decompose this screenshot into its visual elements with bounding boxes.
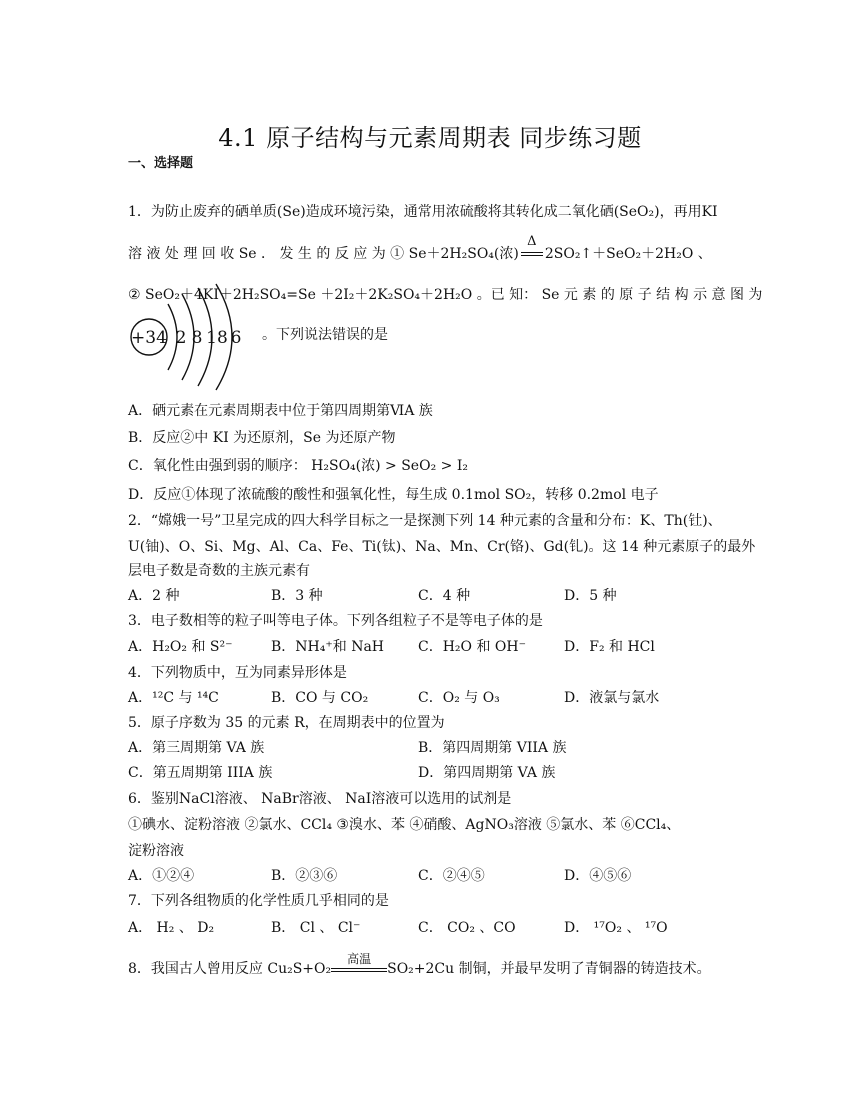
q5-option-d: D．第四周期第 VA 族 bbox=[418, 765, 556, 781]
q2-option-d: D．5 种 bbox=[564, 588, 617, 604]
q6-option-c: C．②④⑤ bbox=[418, 868, 485, 884]
q5-option-a: A．第三周期第 VA 族 bbox=[128, 740, 265, 756]
q4-option-c: C．O₂ 与 O₃ bbox=[418, 690, 500, 706]
q7-option-b: B． Cl 、 Cl⁻ bbox=[271, 920, 361, 936]
q1-option-a: A．硒元素在元素周期表中位于第四周期第ⅥA 族 bbox=[128, 403, 433, 419]
q8-stem bbox=[128, 952, 711, 979]
q6-option-d: D．④⑤⑥ bbox=[564, 868, 632, 884]
section-heading: 一、选择题 bbox=[128, 156, 194, 171]
q1-stem-line-2 bbox=[128, 234, 712, 264]
q1-option-b: B．反应②中 KI 为还原剂，Se 为还原产物 bbox=[128, 430, 396, 446]
shell-electron-count-2: 8 bbox=[191, 328, 203, 348]
reaction-condition-label: 高温 bbox=[347, 952, 372, 966]
q2-option-a: A．2 种 bbox=[128, 588, 180, 604]
q6-option-b: B．②③⑥ bbox=[271, 868, 338, 884]
q1-option-c: C．氧化性由强到弱的顺序： H₂SO₄(浓) > SeO₂ > I₂ bbox=[128, 458, 468, 474]
shell-electron-count-3: 18 bbox=[206, 328, 228, 348]
q3-option-c: C．H₂O 和 OH⁻ bbox=[418, 639, 526, 655]
q1-question-prompt: 。下列说法错误的是 bbox=[262, 327, 388, 343]
high-temperature-condition-arrow bbox=[331, 952, 387, 979]
page-title: 4.1 原子结构与元素周期表 同步练习题 bbox=[218, 124, 642, 152]
q7-option-d: D． ¹⁷O₂ 、 ¹⁷O bbox=[564, 920, 668, 936]
delta-symbol: Δ bbox=[527, 234, 537, 249]
shell-electron-count-1: 2 bbox=[175, 328, 187, 348]
q2-option-b: B．3 种 bbox=[271, 588, 323, 604]
q3-option-b: B．NH₄⁺和 NaH bbox=[271, 639, 385, 655]
q7-stem: 7．下列各组物质的化学性质几乎相同的是 bbox=[128, 893, 389, 909]
q2-stem-line-2: U(铀)、O、Si、Mg、Al、Ca、Fe、Ti(钛)、Na、Mn、Cr(铬)、Gd(钆)。这 14 种元素原子的最外 bbox=[128, 539, 756, 555]
q1-stem-line-3: ② SeO₂＋4KI＋2H₂SO₄=Se ＋2I₂＋2K₂SO₄＋2H₂O 。已 知： Se 元 素 的 原 子 结 构 示 意 图 为 bbox=[128, 287, 763, 303]
q4-option-d: D．液氯与氯水 bbox=[564, 690, 660, 706]
q6-option-a: A．①②④ bbox=[128, 868, 195, 884]
q3-stem: 3．电子数相等的粒子叫等电子体。下列各组粒子不是等电子体的是 bbox=[128, 613, 543, 629]
se-atomic-structure-diagram bbox=[128, 282, 250, 392]
q3-option-a: A．H₂O₂ 和 S²⁻ bbox=[128, 639, 233, 655]
nucleus-charge: +34 bbox=[131, 328, 167, 348]
shell-electron-count-4: 6 bbox=[230, 328, 242, 348]
q4-option-a: A．¹²C 与 ¹⁴C bbox=[128, 690, 219, 706]
q4-stem: 4．下列物质中，互为同素异形体是 bbox=[128, 665, 347, 681]
q1-stem-line-1: 1．为防止废弃的硒单质(Se)造成环境污染，通常用浓硫酸将其转化成二氧化硒(SeO₂)，再用KI bbox=[128, 204, 718, 220]
q5-option-c: C．第五周期第 IIIA 族 bbox=[128, 765, 273, 781]
q1-stem-line-2-part-a: 溶 液 处 理 回 收 Se ． 发 生 的 反 应 为 ① Se＋2H₂SO₄(浓) bbox=[128, 246, 519, 262]
q6-stem-line-3: 淀粉溶液 bbox=[128, 843, 184, 859]
q4-option-b: B．CO 与 CO₂ bbox=[271, 690, 369, 706]
q5-stem: 5．原子序数为 35 的元素 R，在周期表中的位置为 bbox=[128, 715, 445, 731]
q2-option-c: C．4 种 bbox=[418, 588, 471, 604]
q1-stem-line-2-part-b: 2SO₂↑＋SeO₂＋2H₂O 、 bbox=[544, 246, 712, 262]
q5-option-b: B．第四周期第 VIIA 族 bbox=[418, 740, 567, 756]
q1-option-d: D．反应①体现了浓硫酸的酸性和强氧化性，每生成 0.1mol SO₂，转移 0.2mol 电子 bbox=[128, 487, 659, 503]
q8-stem-part-b: SO₂+2Cu 制铜，并最早发明了青铜器的铸造技术。 bbox=[387, 961, 711, 977]
q8-stem-part-a: 8．我国古人曾用反应 Cu₂S+O₂ bbox=[128, 961, 332, 977]
q2-stem-line-3: 层电子数是奇数的主族元素有 bbox=[128, 563, 310, 579]
q3-option-d: D．F₂ 和 HCl bbox=[564, 639, 655, 655]
q6-stem-line-1: 6．鉴别NaCl溶液、 NaBr溶液、 NaI溶液可以选用的试剂是 bbox=[128, 791, 512, 807]
q2-stem-line-1: 2．“嫦娥一号”卫星完成的四大科学目标之一是探测下列 14 种元素的含量和分布：K、Th(钍)、 bbox=[128, 513, 722, 529]
heating-condition-arrow bbox=[519, 234, 545, 264]
q6-stem-line-2: ①碘水、淀粉溶液 ②氯水、CCl₄ ③溴水、苯 ④硝酸、AgNO₃溶液 ⑤氯水、苯 ⑥CCl₄、 bbox=[128, 817, 681, 833]
q7-option-c: C． CO₂ 、CO bbox=[418, 920, 516, 936]
q7-option-a: A． H₂ 、 D₂ bbox=[128, 920, 215, 936]
